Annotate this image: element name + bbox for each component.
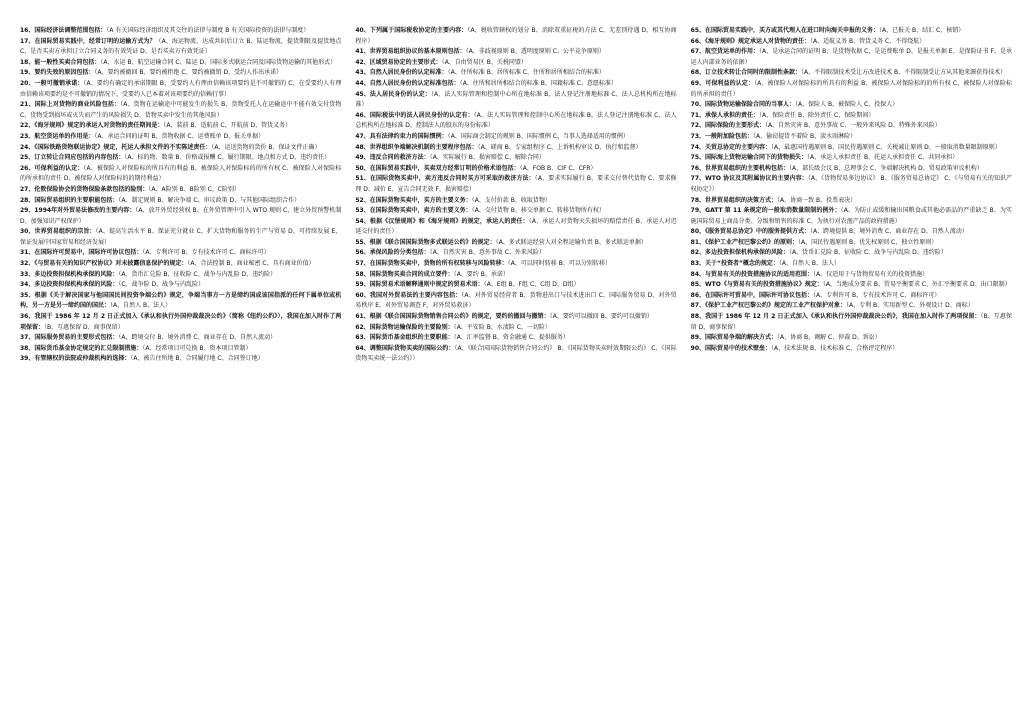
question-item [20,206,341,227]
answer-text: （A、跨境提供 B、境外消费 C、商业存在 D、自然人流动） [810,228,968,236]
answer-text: （A、磋商 B、专家组程序 C、上诉机构审议 D、执行和监督） [477,143,642,151]
answer-text: （A、住所和居所相结合的标准 B、国籍标准 C、意愿标准） [459,79,617,87]
question-text: 85、WTO《与贸易有关的投资措施协议》规定： [690,281,823,289]
answer-text: （A、自然人 B、法人） [110,302,172,310]
answer-text: （B、互惠保留 D、商事保留） [44,323,124,331]
answer-text: （A、要约 B、承诺） [453,270,509,278]
question-item [20,248,341,259]
answer-text: （A、《货物贸易多边协议》 B、《服务贸易总协定》 C、《与贸易有关的知识产权协定》） [690,175,1012,193]
question-item [20,344,341,355]
question-text: 65、在国际贸易实践中，买方或其代理人在进口时向海关申报的义务： [690,27,880,34]
question-item [691,280,1012,291]
question-item [355,79,676,90]
question-item [355,90,676,111]
answer-text: （A、协商 B、调解 C、仲裁 D、诉讼） [777,334,881,342]
question-item [355,143,676,154]
question-item [355,323,676,334]
answer-text: （A、运送货物的货价 B、保证文件正确） [211,143,321,151]
question-item [691,206,1012,227]
question-item [20,121,341,132]
answer-text: （A、要求实际履行 B、要求交付替代货物 C、要求修理 D、减价 E、宣告合同无效 F、损害赔偿） [355,175,677,193]
question-text: 82、多边投资担保机构承保的风险： [690,249,790,257]
answer-text: （A、国民待遇原则 B、优先权原则 C、独立性原则） [798,238,938,246]
answer-text: （A、被告住所地 B、合同履行地 C、合同签订地） [130,355,264,363]
question-text: 63、国际货币基金组织的主要职能： [355,334,454,342]
answer-text: （A、平安险 B、水渍险 C、一切险） [453,323,551,331]
answer-text: （B、互惠保留 D、商事保留） [690,313,1012,331]
question-text: 17、在国际贸易实践中，经常订明的运输方式为？ [20,37,156,45]
question-text: 62、国际货物运输保险的主要险别： [355,323,454,331]
answer-text: （A、税收管辖权的划分 B、消除双重征税的方法 C、无差别待遇 D、相互协商程序） [355,27,677,45]
question-text: 19、要约失效的原因包括： [20,69,95,77]
question-text: 68、订立技术转让合同时的限制性条款： [690,69,802,77]
answer-text: （A、保险人 B、被保险人 C、投保人） [795,101,899,109]
question-item [355,111,676,132]
answer-text: （A、汇率监督 B、资金融通 C、提供服务） [453,334,569,342]
question-text: 77、WTO 协议及其附属协议的主要内容： [690,175,808,183]
question-text: 64、调整国际货物买卖的国际公约： [355,344,455,352]
question-item [691,47,1012,68]
question-text: 36、我国于 1986 年 12 月 2 日正式加入《承认和执行外国仲裁裁决公约》（简称《纽约公约》），我国在加入时作了两项保留： [20,313,342,331]
question-item [691,37,1012,48]
question-text: 20、一般可撤销承诺： [20,79,84,87]
answer-text: （A、非歧视原则 B、透明度原则 C、公平竞争原则） [465,48,605,56]
question-text: 81、《保护工业产权巴黎公约》的原则： [690,238,799,246]
question-item [355,68,676,79]
question-item [20,259,341,270]
question-item [20,270,341,281]
question-item [691,132,1012,143]
question-text: 88、我国于 1986 年 12 月 2 日正式加入《承认和执行外国仲裁裁决公约》，我国在加入时作了两项保留： [690,313,981,321]
answer-text: （A、技术法规 B、技术标准 C、合格评定程序） [771,344,899,352]
answer-text: （A、专利许可 B、专有技术许可 C、商标许可） [813,291,941,299]
question-text: 23、航空货运单的作用是： [20,132,95,140]
question-text: 84、与贸易有关的投资措施协议的适用范围： [690,270,814,278]
question-item [20,143,341,154]
answer-text: （A、标的物、数量 B、价格或报酬 C、履行期限、地点和方式 D、违约责任） [124,154,331,162]
question-text: 60、我国对外贸易法的主要内容包括： [355,291,462,299]
question-item [355,132,676,143]
question-item [691,291,1012,302]
question-item [20,153,341,164]
question-text: 44、自然人居民身份的认定标准包括： [355,79,460,87]
question-item [691,26,1012,37]
question-item [355,312,676,323]
answer-text: （A、法人实际管理和控制中心所在地标准 B、法人登记注册地标准 C、法人总机构所在地标准 D、控制法人的股东的身份标准） [355,111,677,130]
answer-text: （A、实际履行 B、损害赔偿 C、解除合同） [429,154,545,162]
answer-text: （A、装前 B、适航前 C、开航前 D、管货义务） [163,122,292,130]
question-item [691,301,1012,312]
question-item [691,270,1012,281]
question-item [20,185,341,196]
answer-text: （A、协商一致 B、投票表决） [777,196,857,204]
question-text: 28、国际贸易组织的主要职能包括： [20,196,119,204]
question-item [691,100,1012,111]
question-item [691,333,1012,344]
question-item [691,227,1012,238]
question-text: 22、《海牙规则》规定的承运人对货物的责任期间是： [20,122,164,130]
answer-text: （A、承运合同的证明 B、货物收据 C、运费账单 D、报关单据） [94,132,265,140]
answer-text: （A、专利 B、实用新型 C、外观设计 D、商标） [846,302,974,310]
question-item [20,37,341,58]
answer-text: （A、自然灾害 B、意外事故 C、外来风险） [429,249,545,257]
question-text: 21、国际上对货物的商业风险包括： [20,101,121,109]
question-text: 54、根据《汉堡规则》和《海牙规则》的规定，承运人的责任： [355,217,529,225]
answer-text: （A、制定规则 B、解决争端 C、审议政策 D、与其他国际组织合作） [118,196,301,204]
question-text: 69、可保利益的认定： [690,79,755,87]
question-text: 40、下列属于国际税收协定的主要内容： [355,27,468,34]
question-text: 43、自然人居民身份的认定标准： [355,69,448,77]
answer-text: （A、A险别 B、B险别 C、C险别） [148,185,240,193]
question-text: 83、关于“投资者”概念的规定： [690,260,779,268]
answer-text: （A、保险责任 B、除外责任 C、保险期间） [759,111,875,119]
question-text: 30、世界贸易组织的宗旨： [20,228,96,236]
question-text: 35、根据《关于解决国家与他国国民间投资争端公约》规定，争端当事方一方是缔约国或该国指派的任何下属单位或机构，另一方是另一缔约国的国民： [20,291,342,310]
question-item [20,132,341,143]
question-item [691,344,1012,355]
question-text: 80、《服务贸易总协定》中的服务提供方式： [690,228,811,236]
answer-text: （A、仅适用于与货物贸易有关的投资措施） [813,270,929,278]
question-item [691,121,1012,132]
question-text: 46、国际税法中的法人居民身份的认定有： [355,111,474,119]
question-text: 74、关贸总协定的主要内容： [690,143,772,151]
answer-text: （A、放开外贸经营权 B、在外贸管理中引入 WTO 规则 C、建立外贸预警机制 D、加强知识产权保护） [20,207,342,225]
answer-text: （A、被保险人对保险标的所具有的利益 B、被保险人对保险标的的所有权 C、被保险人对保险标的所承担的责任 D、被保险人对保险标的的期待利益） [20,164,342,183]
question-item [20,227,341,248]
answer-text: （A、承运人承担责任 B、托运人承担责任 C、共同承担） [807,154,959,162]
question-item [691,174,1012,195]
answer-text: （A 有关国际经济组织及其交往的法律与制度 B 有关国际投资的法律与制度） [106,27,310,34]
answer-text: （A、自然人 B、法人） [778,260,841,268]
question-text: 66、《海牙规则》规定承运人对货物的责任： [690,37,811,45]
question-item [355,280,676,291]
answer-text: （A、法人实际管理和控制中心所在地标准 B、法人登记注册地标准 C、法人总机构所在地标准） [355,90,677,109]
question-text: 49、违反合同的救济方法： [355,154,430,162]
question-text: 45、法人居民身份的认定： [355,90,431,98]
question-item [691,79,1012,100]
question-text: 73、一般附加险包括： [690,132,754,140]
question-item [355,164,676,175]
question-text: 26、可保利益的认定： [20,164,84,172]
question-item [20,312,341,333]
question-text: 53、在国际货物买卖中，卖方的主要义务： [355,207,472,215]
question-text: 58、国际货物买卖合同的成立要件： [355,270,454,278]
answer-text: （A、自然灾害 B、意外事故 C、一般外来风险 D、特殊外来风险） [765,122,941,130]
answer-text: （A、要约被撤回 B、要约被拒绝 C、要约被撤销 D、受约人作出承诺） [94,69,283,77]
question-text: 16、国际经济法调整范围包括： [20,27,107,34]
question-text: 42、区域贸易协定的主要形式： [355,58,442,66]
question-item [20,100,341,121]
question-text: 18、能一般性买卖合同包括： [20,58,101,66]
question-item [20,58,341,69]
question-item [355,217,676,238]
answer-text: （A、交付货物 B、移交单据 C、转移货物所有权） [471,207,605,215]
question-text: 67、航空货运单的作用： [690,48,760,56]
question-item [691,153,1012,164]
question-text: 70、国际货物运输保险合同的当事人： [690,101,796,109]
question-item [691,238,1012,249]
question-text: 34、多边投资担保机构承保的风险： [20,281,119,289]
question-item [355,58,676,69]
question-text: 78、世界贸易组织的决策方式： [690,196,778,204]
answer-text: （A、被保险人对保险标的所具有的利益 B、被保险人对保险标的的所有权 C、被保险人对保险标的所承担的责任） [690,79,1012,98]
column-right [691,26,1012,718]
question-item [355,206,676,217]
question-item [355,238,676,249]
question-text: 89、国际贸易争端的解决方式： [690,334,778,342]
question-text: 41、世界贸易组织协议的基本原则包括： [355,48,466,56]
answer-text: （A、E组 B、F组 C、C组 D、D组） [483,281,580,289]
question-text: 37、国际服务贸易的主要形式包括： [20,334,119,342]
answer-text: （A、已报关 B、结汇 C、核销） [879,27,965,34]
answer-text: （A、为防止或缓和输出国粮食或其他必需品的严重缺乏 B、为实施国际贸易上商品分类、分级和销售的标准 C、为执行对农渔产品的政府措施） [690,207,1012,225]
question-item [355,26,676,47]
question-item [691,312,1012,333]
question-item [20,354,341,365]
answer-text: （A、当地成分要求 B、贸易平衡要求 C、外汇平衡要求 D、出口限制） [822,281,1011,289]
question-text: 39、有管辖权的法院或仲裁机构的选择： [20,355,131,363]
answer-text: （A、偷窃提货不着险 B、淡水雨淋险） [753,132,857,140]
answer-text: （A、要约可以撤回 B、要约可以撤销） [549,313,653,321]
question-text: 27、伦敦保险协会的货物保险条款包括的险别： [20,185,149,193]
question-item [691,259,1012,270]
answer-text: （A、合法控制 B、商业秘密 C、具有商业价值） [187,260,315,268]
question-text: 75、国际海上货物运输合同下的货物损失： [690,154,808,162]
question-item [20,164,341,185]
question-item [355,259,676,270]
question-text: 52、在国际货物买卖中，买方的主要义务： [355,196,472,204]
answer-text: （A、跨境交付 B、境外消费 C、商业存在 D、自然人流动） [118,334,277,342]
question-text: 47、具有法律约束力的国际惯例： [355,132,448,140]
question-text: 59、国际贸易术语解释通则中规定的贸易术语： [355,281,484,289]
column-middle [355,26,676,718]
answer-text: （A、承运人对货物灭失损坏的赔偿责任 B、承运人对迟延交付的责任） [355,217,677,236]
answer-text: （C、战争险 D、战争与内乱险） [118,281,205,289]
question-item [20,280,341,291]
answer-text: （A、住所标准 B、居所标准 C、住所和居所相结合的标准） [447,69,605,77]
question-text: 76、世界贸易组织的主要机构包括： [690,164,790,172]
question-text: 25、订立转让合同应包括的内容包括： [20,154,125,162]
question-text: 87、《保护工业产权巴黎公约》规定的工业产权保护对象： [690,302,847,310]
answer-text: （A、货币汇兑险 B、征收险 C、战争与内乱险 D、违约险） [118,270,277,278]
answer-text: （A、适航义务 B、管货义务 C、不得绕航） [810,37,926,45]
answer-text: （A、《联合国国际货物销售合同公约》 B、《国际货物买卖时效期限公约》 C、《国际货物买卖统一法公约》） [355,344,677,363]
answer-text: （A、水运 B、航空运输合同 C、陆运 D、国际多式联运合同及国际货物运输的其他形式） [100,58,337,66]
question-item [355,333,676,344]
answer-text: （A、经常项目可兑换 B、资本项目管制） [142,344,252,352]
question-item [20,196,341,207]
question-text: 56、承保风险的分类包括： [355,249,430,257]
question-text: 33、多边投资担保机构承保的风险： [20,270,119,278]
question-text: 86、在国际许可贸易中，国际许可协议包括： [690,291,814,299]
question-text: 72、国际保险的主要形式： [690,122,766,130]
question-text: 31、在国际许可贸易中，国际许可协议包括： [20,249,143,257]
answer-text: （A、要约有确定的承诺期限 B、受要约人有理由信赖该项要约是不可撤销的 C、在受要约人有理由信赖该项要约是不可撤销的情况下，受要约人已本着对该项要约的信赖行事） [20,79,342,98]
question-item [355,291,676,312]
answer-text: （A、不得限制技术受让方改进技术 B、不得限制受让方从其他来源获得技术） [801,69,1007,77]
question-item [355,344,676,365]
question-item [355,196,676,207]
question-item [691,143,1012,154]
question-item [355,270,676,281]
question-text: 61、根据《联合国国际货物销售合同公约》的规定，要约的撤回与撤销： [355,313,550,321]
answer-text: （A、对外贸易经营者 B、货物进出口与技术进出口 C、国际服务贸易 D、对外贸易秩序 E、对外贸易调查 F、对外贸易救济） [355,291,677,310]
question-text: 55、根据《联合国国际货物多式联运公约》的规定： [355,238,496,246]
question-text: 71、承保人承担的责任： [690,111,760,119]
answer-text: （A、多式联运经营人对全程运输负责 B、多式联运单据） [495,238,647,246]
answer-text: （A、可以同时转移 B、可以分别转移） [507,260,611,268]
question-text: 29、1994年对外贸易法修改的主要内容： [20,207,136,215]
question-text: 48、世界组织争端解决机制的主要程序包括： [355,143,478,151]
question-text: 51、在国际货物买卖中，卖方违反合同时买方可采取的救济方法： [355,175,535,183]
question-item [20,79,341,100]
question-item [20,26,341,37]
question-text: 57、在国际货物买卖中，货物的所有权转移与风险转移： [355,260,508,268]
answer-text: （A、自由贸易区 B、关税同盟） [441,58,527,66]
question-item [355,153,676,164]
answer-text: （A、是承运合同的证明 B、是货物收据 C、是运费账单 D、是报关单据 E、是保险证书 F、是承运人内部业务的依据） [690,48,1012,66]
question-item [20,68,341,79]
question-text: 90、国际贸易中的技术壁垒： [690,344,772,352]
question-item [355,248,676,259]
question-item [691,196,1012,207]
question-item [20,291,341,312]
answer-text: （A、专利许可 B、专有技术许可 C、商标许可） [142,249,270,257]
answer-text: （A、提高生活水平 B、保证充分就业 C、扩大货物和服务的生产与贸易 D、可持续发展 E、保证发展中国家贸易和经济发展） [20,228,342,246]
answer-text: （A、海运物流，达成共识后订立 B、陆运物流，提货期限及提货地点 C、是否买卖方承担订立合同义务的有效凭证 D、是否买卖方有效凭证） [20,37,342,56]
answer-text: （A、货币汇兑险 B、征收险 C、战争与内乱险 D、违约险） [789,249,947,257]
question-text: 24、《国际铁路货物联运协定》规定，托运人承担文件的不实陈述责任： [20,143,212,151]
question-item [691,68,1012,79]
question-item [691,248,1012,259]
question-item [691,164,1012,175]
answer-text: （A、支付价款 B、收取货物） [471,196,551,204]
question-item [355,47,676,58]
answer-text: （A、最惠国待遇原则 B、国民待遇原则 C、关税减让原则 D、一般取消数量限制原则） [771,143,1001,151]
question-text: 38、国际货币基金协定规定的汇兑限制措施： [20,344,143,352]
question-text: 32、《与贸易有关的知识产权协议》对未披露信息保护的规定： [20,260,188,268]
question-item [355,174,676,195]
column-left [20,26,341,718]
question-item [691,111,1012,122]
answer-text: （A、货物在运输途中可能发生的损失 B、货物受托人在运输途中不能有效交付货物 C、货物受到损坏或灭失而产生的风险损失 D、货物买卖中发生的其他风险） [20,101,342,119]
question-text: 50、在国际贸易实践中，买卖双方经常订明的价格术语包括： [355,164,520,172]
answer-text: （A、FOB B、CIF C、CFR） [519,164,597,172]
question-text: 79、GATT 第 11 条规定的一般取消数量限制的例外： [690,207,841,215]
question-item [20,333,341,344]
answer-text: （A、国际商会制定的规则 B、国际惯例 C、当事人选择适用的惯例） [447,132,629,140]
answer-text: （A、部长级会议 B、总理事会 C、争端解决机构 D、贸易政策审议机构） [789,164,983,172]
